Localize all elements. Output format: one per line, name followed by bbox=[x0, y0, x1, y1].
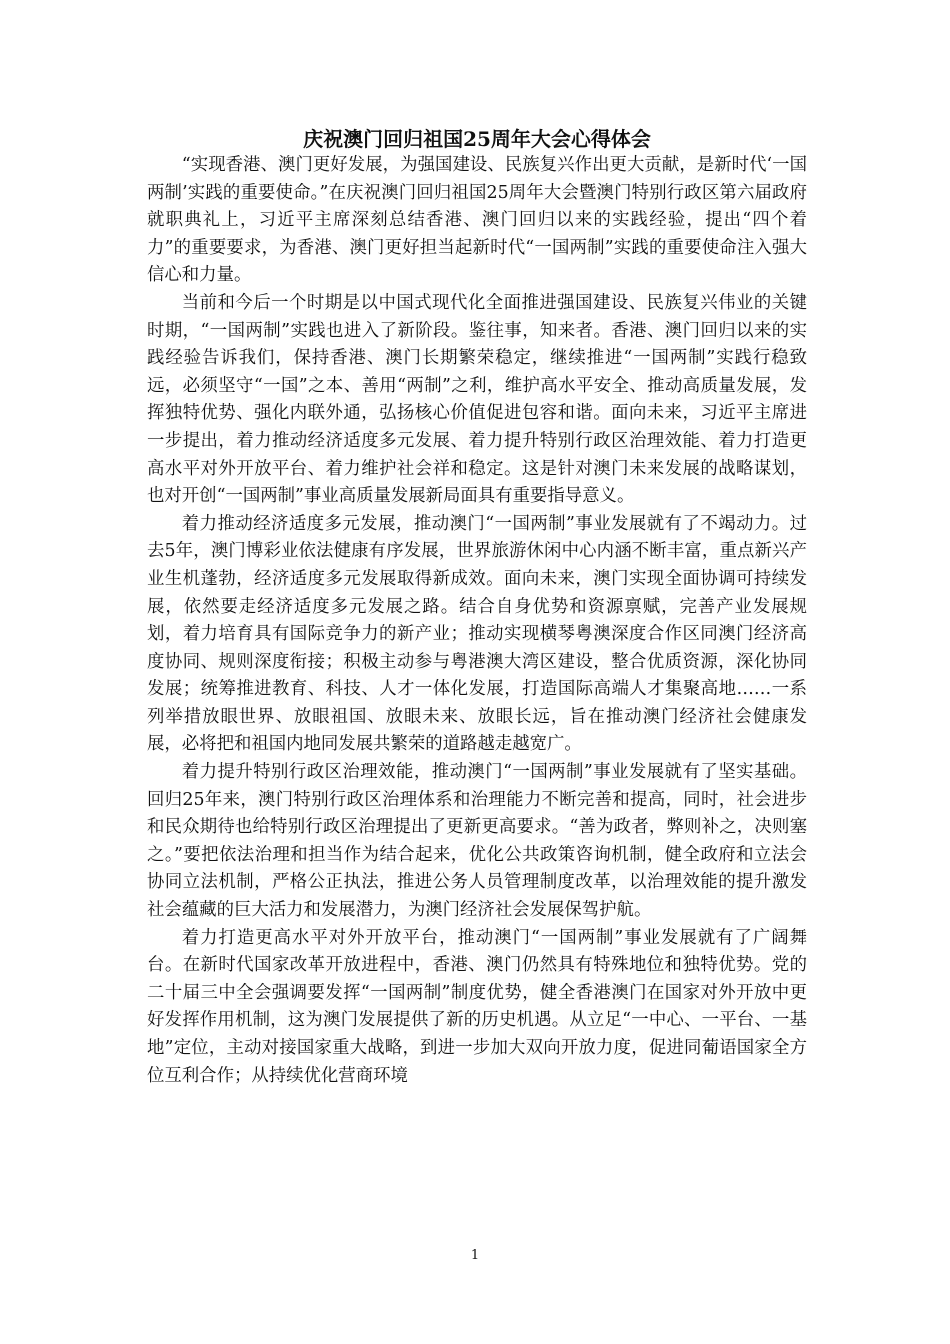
page-number: 1 bbox=[470, 1248, 480, 1263]
paragraph-3: 着力推动经济适度多元发展，推动澳门“一国两制”事业发展就有了不竭动力。过去5年，澳门博彩业依法健康有序发展，世界旅游休闲中心内涵不断丰富，重点新兴产业生机蓬勃，经济适度多元发展取得新成效。面向未来，澳门实现全面协调可持续发展，依然要走经济适度多元发展之路。结合自身优势和资源禀赋，完善产业发展规划，着力培育具有国际竞争力的新产业；推动实现横琴粤澳深度合作区同澳门经济高度协同、规则深度衔接；积极主动参与粤港澳大湾区建设，整合优质资源，深化协同发展；统筹推进教育、科技、人才一体化发展，打造国际高端人才集聚高地……一系列举措放眼世界、放眼祖国、放眼未来、放眼长远，旨在推动澳门经济社会健康发展，必将把和祖国内地同发展共繁荣的道路越走越宽广。 bbox=[147, 513, 807, 755]
document-body bbox=[147, 126, 807, 1090]
document-title: 庆祝澳门回归祖国25周年大会心得体会 bbox=[303, 127, 651, 151]
paragraph-2: 当前和今后一个时期是以中国式现代化全面推进强国建设、民族复兴伟业的关键时期，“一国两制”实践也进入了新阶段。鉴往事，知来者。香港、澳门回归以来的实践经验告诉我们，保持香港、澳门长期繁荣稳定，继续推进“一国两制”实践行稳致远，必须坚守“一国”之本、善用“两制”之利，维护高水平安全、推动高质量发展，发挥独特优势、强化内联外通，弘扬核心价值促进包容和谐。面向未来，习近平主席进一步提出，着力推动经济适度多元发展、着力提升特别行政区治理效能、着力打造更高水平对外开放平台、着力维护社会祥和稳定。这是针对澳门未来发展的战略谋划，也对开创“一国两制”事业高质量发展新局面具有重要指导意义。 bbox=[147, 292, 807, 507]
paragraph-4: 着力提升特别行政区治理效能，推动澳门“一国两制”事业发展就有了坚实基础。回归25年来，澳门特别行政区治理体系和治理能力不断完善和提高，同时，社会进步和民众期待也给特别行政区治理提出了更新更高要求。“善为政者，弊则补之，决则塞之。”要把依法治理和担当作为结合起来，优化公共政策咨询机制，健全政府和立法会协同立法机制，严格公正执法，推进公务人员管理制度改革，以治理效能的提升激发社会蕴藏的巨大活力和发展潜力，为澳门经济社会发展保驾护航。 bbox=[147, 762, 807, 921]
paragraph-5: 着力打造更高水平对外开放平台，推动澳门“一国两制”事业发展就有了广阔舞台。在新时代国家改革开放进程中，香港、澳门仍然具有特殊地位和独特优势。党的二十届三中全会强调要发挥“一国两制”制度优势，健全香港澳门在国家对外开放中更好发挥作用机制，这为澳门发展提供了新的历史机遇。从立足“一中心、一平台、一基地”定位，主动对接国家重大战略，到进一步加大双向开放力度，促进同葡语国家全方位互利合作；从持续优化营商环境 bbox=[147, 927, 807, 1086]
paragraph-1: “实现香港、澳门更好发展，为强国建设、民族复兴作出更大贡献，是新时代‘一国两制’实践的重要使命。”在庆祝澳门回归祖国25周年大会暨澳门特别行政区第六届政府就职典礼上，习近平主席深刻总结香港、澳门回归以来的实践经验，提出“四个着力”的重要要求，为香港、澳门更好担当起新时代“一国两制”实践的重要使命注入强大信心和力量。 bbox=[147, 155, 807, 286]
